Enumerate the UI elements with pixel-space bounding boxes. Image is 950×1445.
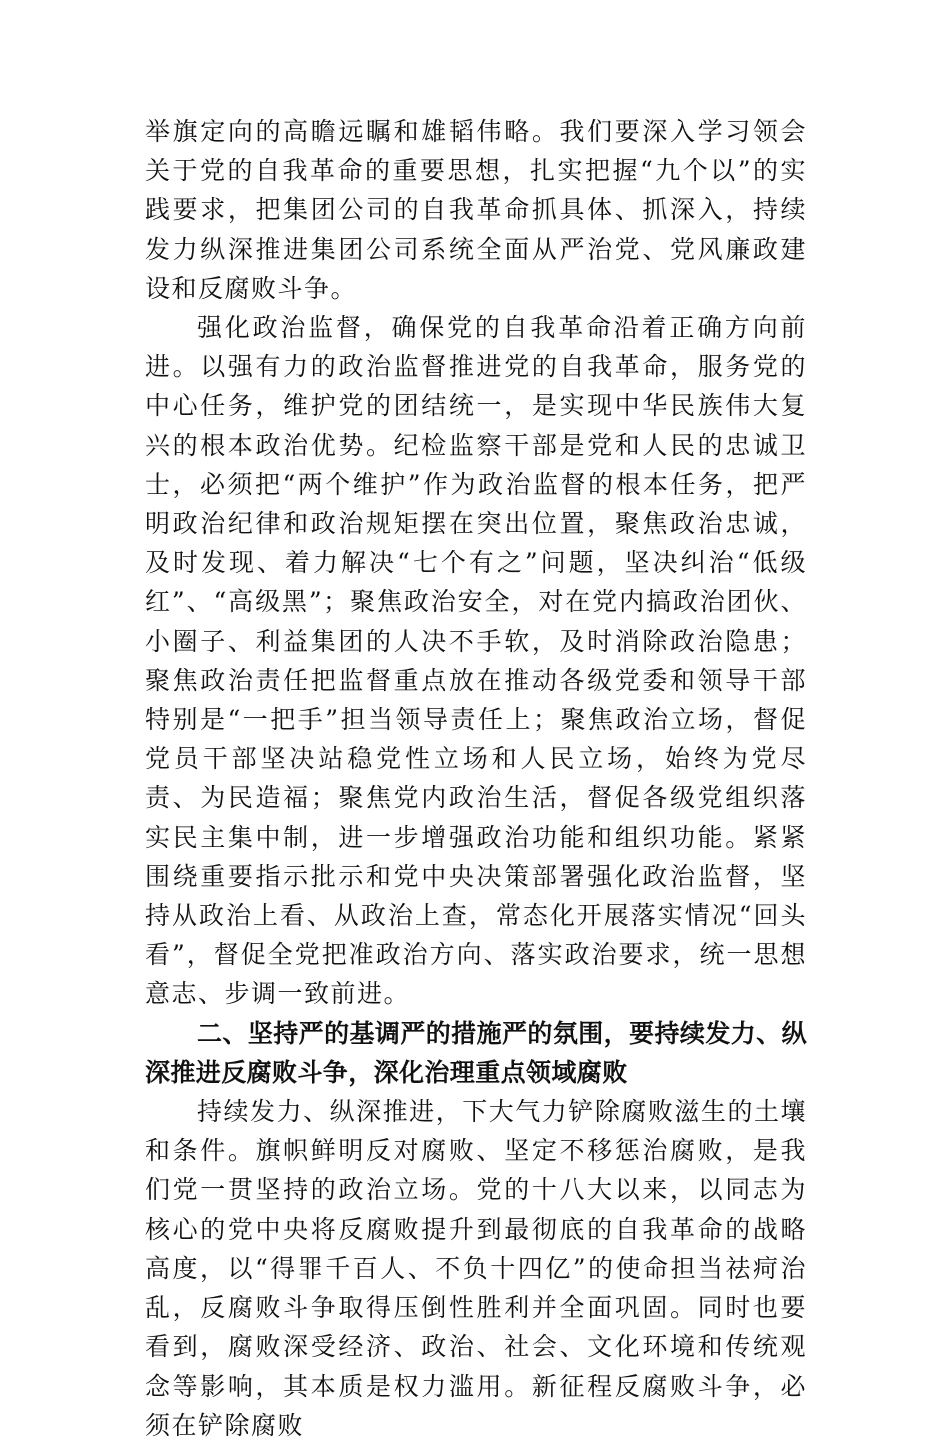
paragraph-continuation: 举旗定向的高瞻远瞩和雄韬伟略。我们要深入学习领会关于党的自我革命的重要思想，扎实把握“九个以”的实践要求，把集团公司的自我革命抓具体、抓深入，持续发力纵深推进集团公司系统全面从严治党、党风廉政建设和反腐败斗争。 (145, 117, 807, 303)
document-page (145, 112, 807, 1445)
section-heading-2: 二、坚持严的基调严的措施严的氛围，要持续发力、纵深推进反腐败斗争，深化治理重点领域腐败 (145, 1018, 807, 1087)
paragraph-political-supervision: 强化政治监督，确保党的自我革命沿着正确方向前进。以强有力的政治监督推进党的自我革命，服务党的中心任务，维护党的团结统一，是实现中华民族伟大复兴的根本政治优势。纪检监察干部是党和人民的忠诚卫士，必须把“两个维护”作为政治监督的根本任务，把严明政治纪律和政治规矩摆在突出位置，聚焦政治忠诚，及时发现、着力解决“七个有之”问题，坚决纠治“低级红”、“高级黑”；聚焦政治安全，对在党内搞政治团伙、小圈子、利益集团的人决不手软，及时消除政治隐患；聚焦政治责任把监督重点放在推动各级党委和领导干部特别是“一把手”担当领导责任上；聚焦政治立场，督促党员干部坚决站稳党性立场和人民立场，始终为党尽责、为民造福；聚焦党内政治生活，督促各级党组织落实民主集中制，进一步增强政治功能和组织功能。紧紧围绕重要指示批示和党中央决策部署强化政治监督，坚持从政治上看、从政治上查，常态化开展落实情况“回头看”，督促全党把准政治方向、落实政治要求，统一思想意志、步调一致前进。 (145, 313, 807, 1009)
paragraph-anti-corruption: 持续发力、纵深推进，下大气力铲除腐败滋生的土壤和条件。旗帜鲜明反对腐败、坚定不移惩治腐败，是我们党一贯坚持的政治立场。党的十八大以来，以同志为核心的党中央将反腐败提升到最彻底的自我革命的战略高度，以“得罪千百人、不负十四亿”的使命担当祛疴治乱，反腐败斗争取得压倒性胜利并全面巩固。同时也要看到，腐败深受经济、政治、社会、文化环境和传统观念等影响，其本质是权力滥用。新征程反腐败斗争，必须在铲除腐败 (145, 1097, 807, 1440)
